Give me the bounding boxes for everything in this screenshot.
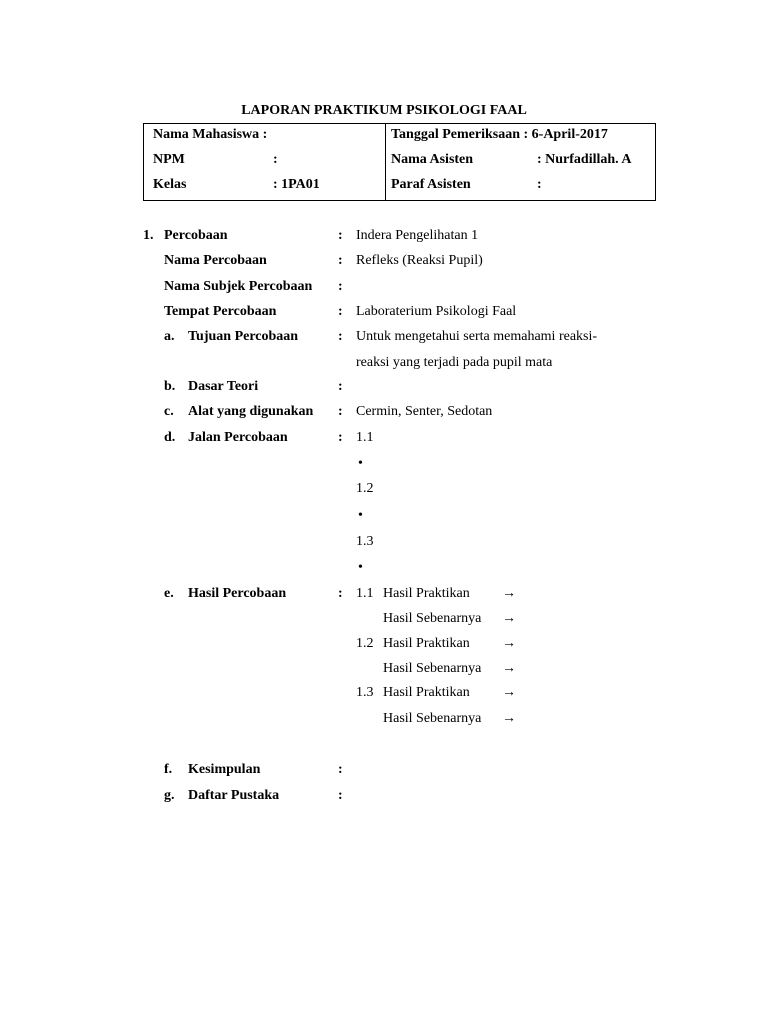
kesimpulan-colon: :	[338, 762, 343, 777]
hasil-sebenarnya-1: Hasil Sebenarnya	[383, 611, 482, 626]
hasil-praktikan-2: Hasil Praktikan	[383, 636, 470, 651]
jalan-colon: :	[338, 430, 343, 445]
arrow-icon: →	[502, 661, 516, 676]
kelas-label: Kelas	[153, 177, 187, 192]
npm-label: NPM	[153, 152, 185, 167]
percobaan-colon: :	[338, 228, 343, 243]
tempat-value: Laboraterium Psikologi Faal	[356, 304, 517, 319]
percobaan-value: Indera Pengelihatan 1	[356, 228, 479, 243]
nama-percobaan-value: Refleks (Reaksi Pupil)	[356, 253, 483, 268]
dasar-label: Dasar Teori	[188, 379, 259, 394]
nama-subjek-label: Nama Subjek Percobaan	[164, 279, 313, 294]
hasil-letter: e.	[164, 586, 174, 601]
kesimpulan-label: Kesimpulan	[188, 762, 261, 777]
alat-colon: :	[338, 404, 343, 419]
hasil-num-1: 1.1	[356, 586, 374, 601]
hasil-label: Hasil Percobaan	[188, 586, 287, 601]
tempat-colon: :	[338, 304, 343, 319]
hasil-sebenarnya-3: Hasil Sebenarnya	[383, 711, 482, 726]
nama-percobaan-colon: :	[338, 253, 343, 268]
npm-colon: :	[273, 152, 278, 167]
jalan-bullet-3: •	[358, 560, 363, 575]
tujuan-letter: a.	[164, 329, 175, 344]
hasil-sebenarnya-2: Hasil Sebenarnya	[383, 661, 482, 676]
arrow-icon: →	[502, 611, 516, 626]
hasil-praktikan-1: Hasil Praktikan	[383, 586, 470, 601]
alat-value: Cermin, Senter, Sedotan	[356, 404, 493, 419]
percobaan-label: Percobaan	[164, 228, 228, 243]
tujuan-colon: :	[338, 329, 343, 344]
dasar-letter: b.	[164, 379, 176, 394]
section-number: 1.	[143, 228, 154, 243]
kelas-value: : 1PA01	[273, 177, 320, 192]
jalan-step-2: 1.2	[356, 481, 374, 496]
jalan-step-1: 1.1	[356, 430, 374, 445]
page-title: LAPORAN PRAKTIKUM PSIKOLOGI FAAL	[241, 103, 527, 118]
arrow-icon: →	[502, 586, 516, 601]
hasil-num-3: 1.3	[356, 685, 374, 700]
kesimpulan-letter: f.	[164, 762, 173, 777]
paraf-asisten-colon: :	[537, 177, 542, 192]
dasar-colon: :	[338, 379, 343, 394]
jalan-bullet-1: •	[358, 456, 363, 471]
hasil-num-2: 1.2	[356, 636, 374, 651]
hasil-praktikan-3: Hasil Praktikan	[383, 685, 470, 700]
nama-mahasiswa-label: Nama Mahasiswa :	[153, 127, 268, 142]
tanggal-pemeriksaan: Tanggal Pemeriksaan : 6-April-2017	[391, 127, 608, 142]
daftar-label: Daftar Pustaka	[188, 788, 280, 803]
nama-asisten-value: : Nurfadillah. A	[537, 152, 632, 167]
arrow-icon: →	[502, 636, 516, 651]
jalan-step-3: 1.3	[356, 534, 374, 549]
jalan-bullet-2: •	[358, 508, 363, 523]
hasil-colon: :	[338, 586, 343, 601]
arrow-icon: →	[502, 685, 516, 700]
daftar-letter: g.	[164, 788, 175, 803]
tempat-label: Tempat Percobaan	[164, 304, 277, 319]
jalan-letter: d.	[164, 430, 176, 445]
tujuan-value-line2: reaksi yang terjadi pada pupil mata	[356, 355, 553, 370]
paraf-asisten-label: Paraf Asisten	[391, 177, 471, 192]
jalan-label: Jalan Percobaan	[188, 430, 288, 445]
tujuan-label: Tujuan Percobaan	[188, 329, 299, 344]
header-divider	[385, 123, 386, 201]
alat-label: Alat yang digunakan	[188, 404, 314, 419]
nama-percobaan-label: Nama Percobaan	[164, 253, 267, 268]
tujuan-value-line1: Untuk mengetahui serta memahami reaksi-	[356, 329, 598, 344]
nama-subjek-colon: :	[338, 279, 343, 294]
arrow-icon: →	[502, 711, 516, 726]
nama-asisten-label: Nama Asisten	[391, 152, 474, 167]
daftar-colon: :	[338, 788, 343, 803]
alat-letter: c.	[164, 404, 174, 419]
